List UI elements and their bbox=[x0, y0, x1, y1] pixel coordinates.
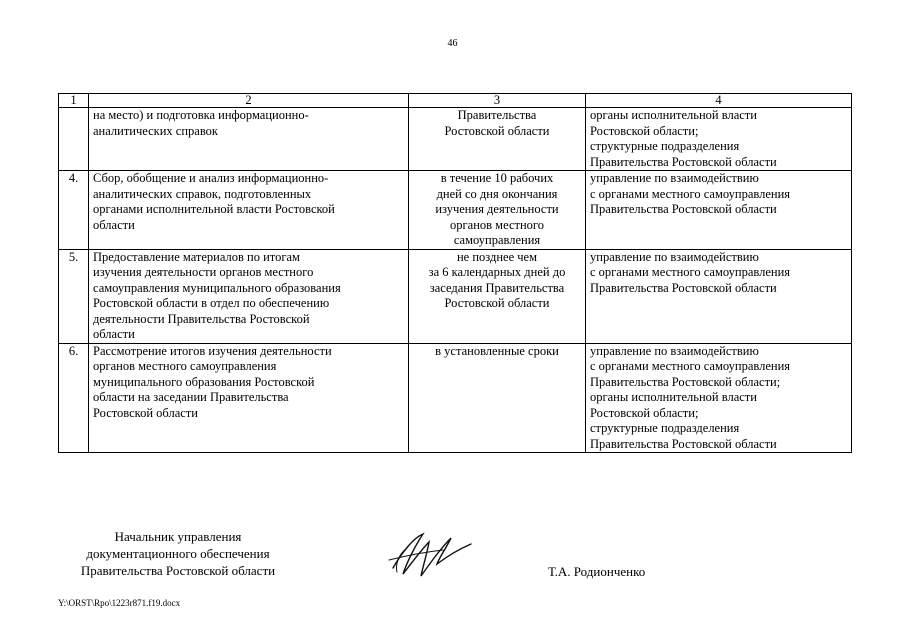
table-row bbox=[59, 343, 852, 453]
header-cell-4: 4 bbox=[586, 94, 852, 108]
row-responsible: управление по взаимодействию с органами местного самоуправления Правительства Ростовской области; органы исполнительной власти Ростовской области; структурные подразделения Правительства Ростовской области bbox=[586, 343, 852, 453]
row-number bbox=[59, 108, 89, 171]
row-activity: Рассмотрение итогов изучения деятельности органов местного самоуправления муниципального образования Ростовской области на заседании Правительства Ростовской области bbox=[89, 343, 409, 453]
signer-title: Начальник управления документационного обеспечения Правительства Ростовской области bbox=[80, 529, 276, 578]
table-row bbox=[59, 108, 852, 171]
row-term: в установленные сроки bbox=[409, 343, 586, 453]
header-cell-2: 2 bbox=[89, 94, 409, 108]
row-responsible: управление по взаимодействию с органами местного самоуправления Правительства Ростовской области bbox=[586, 249, 852, 343]
handwritten-signature-icon bbox=[385, 524, 475, 584]
row-activity: Предоставление материалов по итогам изучения деятельности органов местного самоуправления муниципального образования Ростовской области в отдел по обеспечению деятельности Правительства Ростовской области bbox=[89, 249, 409, 343]
row-number: 6. bbox=[59, 343, 89, 453]
page-number: 46 bbox=[447, 38, 458, 49]
row-responsible: управление по взаимодействию с органами местного самоуправления Правительства Ростовской области bbox=[586, 171, 852, 250]
file-path: Y:\ORST\Rpo\1223r871.f19.docx bbox=[58, 598, 181, 608]
row-activity: на место) и подготовка информационно- аналитических справок bbox=[89, 108, 409, 171]
header-cell-3: 3 bbox=[409, 94, 586, 108]
header-cell-1: 1 bbox=[59, 94, 89, 108]
row-activity: Сбор, обобщение и анализ информационно- аналитических справок, подготовленных органами исполнительной власти Ростовской области bbox=[89, 171, 409, 250]
signer-name: Т.А. Родионченко bbox=[548, 564, 646, 579]
table-row bbox=[59, 249, 852, 343]
row-term: в течение 10 рабочих дней со дня окончания изучения деятельности органов местного самоуправления bbox=[409, 171, 586, 250]
plan-table bbox=[58, 93, 852, 453]
row-term: Правительства Ростовской области bbox=[409, 108, 586, 171]
row-number: 5. bbox=[59, 249, 89, 343]
row-responsible: органы исполнительной власти Ростовской области; структурные подразделения Правительства Ростовской области bbox=[586, 108, 852, 171]
table-header-row bbox=[59, 94, 852, 108]
table-row bbox=[59, 171, 852, 250]
row-number: 4. bbox=[59, 171, 89, 250]
row-term: не позднее чем за 6 календарных дней до заседания Правительства Ростовской области bbox=[409, 249, 586, 343]
